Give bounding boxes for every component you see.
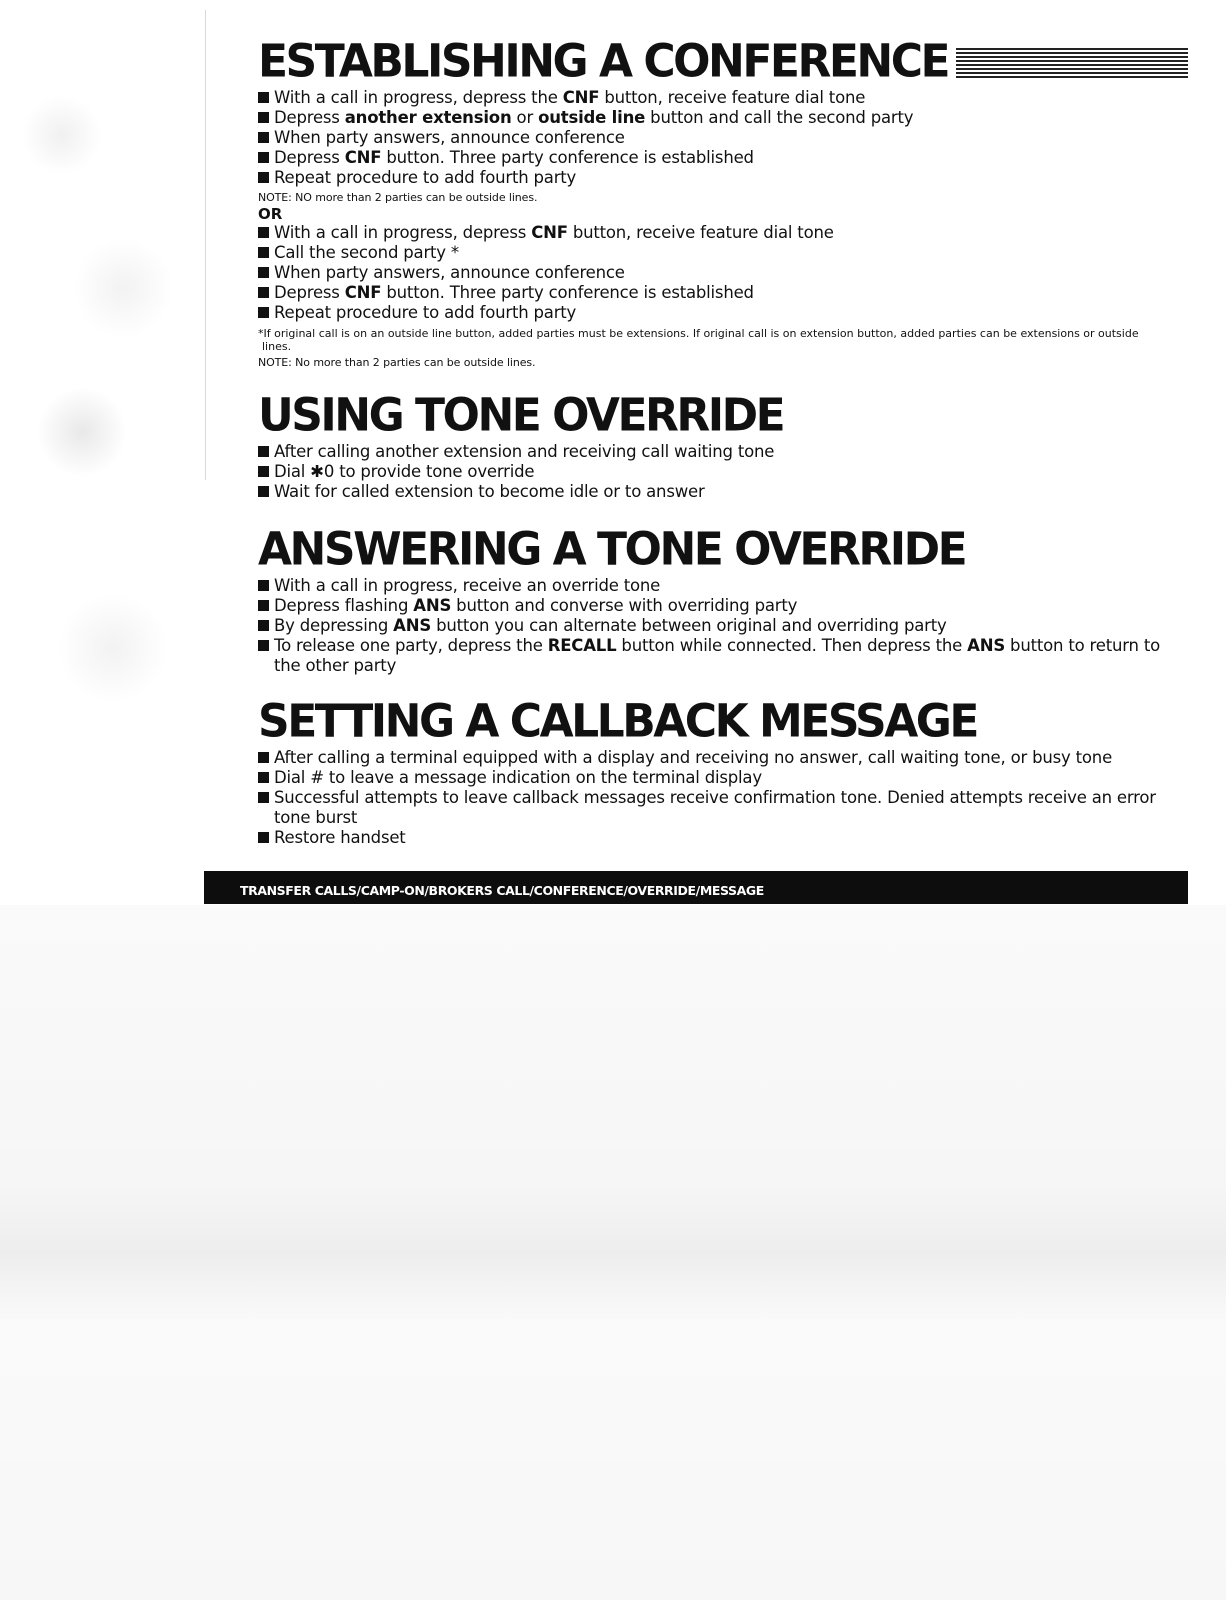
emphasized-term: ANS — [413, 596, 452, 615]
step-item — [258, 243, 1188, 263]
step-item — [258, 108, 1188, 128]
step-item — [258, 88, 1188, 108]
step-item — [258, 748, 1188, 768]
step-text: To release one party, depress the — [274, 636, 548, 655]
step-text: Depress — [274, 148, 345, 167]
step-text: button and call the second party — [645, 108, 914, 127]
section-heading: ANSWERING A TONE OVERRIDE — [258, 522, 966, 576]
bullet-square-icon — [258, 600, 269, 611]
section-setting-callback-message — [258, 694, 1188, 848]
step-text: Dial # to leave a message indication on the terminal display — [274, 768, 762, 787]
step-list — [258, 442, 1188, 502]
bullet-square-icon — [258, 172, 269, 183]
step-list — [258, 748, 1188, 848]
step-text: By depressing — [274, 616, 394, 635]
step-text: button to return to the other party — [274, 636, 1160, 675]
step-item — [258, 442, 1188, 462]
emphasized-term: RECALL — [547, 636, 617, 655]
heading-decorative-rules — [956, 48, 1188, 80]
emphasized-term: CNF — [344, 148, 382, 167]
step-text: When party answers, announce conference — [274, 263, 625, 282]
emphasized-term: CNF — [562, 88, 600, 107]
page-content — [258, 34, 1188, 848]
bullet-square-icon — [258, 112, 269, 123]
or-label: OR — [258, 205, 283, 223]
step-item — [258, 263, 1188, 283]
step-text: Depress — [274, 283, 345, 302]
step-text: Restore handset — [274, 828, 406, 847]
step-item — [258, 462, 1188, 482]
step-item — [258, 616, 1188, 636]
bullet-square-icon — [258, 227, 269, 238]
step-text: With a call in progress, depress the — [274, 88, 563, 107]
note-text: NOTE: No more than 2 parties can be outside lines. — [258, 356, 536, 369]
note-text: NOTE: NO more than 2 parties can be outside lines. — [258, 191, 538, 204]
step-item — [258, 482, 1188, 502]
step-item — [258, 148, 1188, 168]
step-text: After calling another extension and receiving call waiting tone — [274, 442, 775, 461]
section-using-tone-override — [258, 388, 1188, 502]
step-text: With a call in progress, depress — [274, 223, 532, 242]
bullet-square-icon — [258, 466, 269, 477]
scan-noise-lower-page — [0, 905, 1226, 1600]
step-text: After calling a terminal equipped with a display and receiving no answer, call waiting tone, or busy tone — [274, 748, 1113, 767]
bullet-square-icon — [258, 267, 269, 278]
step-item — [258, 576, 1188, 596]
emphasized-term: CNF — [344, 283, 382, 302]
bullet-square-icon — [258, 287, 269, 298]
section-heading: SETTING A CALLBACK MESSAGE — [258, 694, 977, 748]
footnote-text: *If original call is on an outside line button, added parties must be extensions. If original call is on extension button, added parties can be extensions or outside lines. — [258, 327, 1139, 353]
heading-row — [258, 34, 1188, 88]
step-item — [258, 788, 1188, 828]
step-text: Dial ✱0 to provide tone override — [274, 462, 535, 481]
step-text: Repeat procedure to add fourth party — [274, 303, 577, 322]
step-item — [258, 596, 1188, 616]
bullet-square-icon — [258, 580, 269, 591]
footer-bar — [204, 871, 1188, 904]
step-text: Successful attempts to leave callback messages receive confirmation tone. Denied attempts receive an error tone burst — [274, 788, 1156, 827]
section-heading: USING TONE OVERRIDE — [258, 388, 784, 442]
step-item — [258, 223, 1188, 243]
step-text: button. Three party conference is established — [381, 148, 754, 167]
bullet-square-icon — [258, 247, 269, 258]
emphasized-term: ANS — [967, 636, 1006, 655]
bullet-square-icon — [258, 486, 269, 497]
step-text: Repeat procedure to add fourth party — [274, 168, 577, 187]
emphasized-term: CNF — [531, 223, 568, 242]
section-establishing-conference — [258, 34, 1188, 370]
step-item — [258, 303, 1188, 323]
step-text: button you can alternate between original and overriding party — [431, 616, 947, 635]
step-text: Call the second party * — [274, 243, 459, 262]
step-text: or — [511, 108, 539, 127]
bullet-square-icon — [258, 446, 269, 457]
step-item — [258, 168, 1188, 188]
step-list-alternate — [258, 223, 1188, 323]
step-item — [258, 768, 1188, 788]
step-text: When party answers, announce conference — [274, 128, 625, 147]
bullet-square-icon — [258, 772, 269, 783]
emphasized-term: another extension — [344, 108, 512, 127]
bullet-square-icon — [258, 92, 269, 103]
footer-title: TRANSFER CALLS/CAMP-ON/BROKERS CALL/CONFERENCE/OVERRIDE/MESSAGE — [240, 883, 764, 898]
bullet-square-icon — [258, 132, 269, 143]
bullet-square-icon — [258, 152, 269, 163]
step-item — [258, 128, 1188, 148]
emphasized-term: outside line — [538, 108, 646, 127]
step-text: button while connected. Then depress the — [616, 636, 968, 655]
step-item — [258, 636, 1188, 676]
emphasized-term: ANS — [393, 616, 432, 635]
step-text: button, receive feature dial tone — [599, 88, 866, 107]
scan-noise-left-margin — [0, 0, 205, 900]
section-answering-tone-override — [258, 522, 1188, 676]
section-heading: ESTABLISHING A CONFERENCE — [258, 34, 949, 88]
step-list — [258, 88, 1188, 188]
step-item — [258, 828, 1188, 848]
step-text: With a call in progress, receive an override tone — [274, 576, 661, 595]
margin-guide-line — [205, 10, 206, 480]
step-list — [258, 576, 1188, 676]
step-item — [258, 283, 1188, 303]
step-text: Depress flashing — [274, 596, 414, 615]
step-text: button. Three party conference is established — [381, 283, 754, 302]
bullet-square-icon — [258, 832, 269, 843]
step-text: button and converse with overriding party — [451, 596, 798, 615]
step-text: button, receive feature dial tone — [567, 223, 834, 242]
step-text: Wait for called extension to become idle or to answer — [274, 482, 705, 501]
bullet-square-icon — [258, 752, 269, 763]
bullet-square-icon — [258, 307, 269, 318]
bullet-square-icon — [258, 640, 269, 651]
step-text: Depress — [274, 108, 345, 127]
bullet-square-icon — [258, 620, 269, 631]
bullet-square-icon — [258, 792, 269, 803]
